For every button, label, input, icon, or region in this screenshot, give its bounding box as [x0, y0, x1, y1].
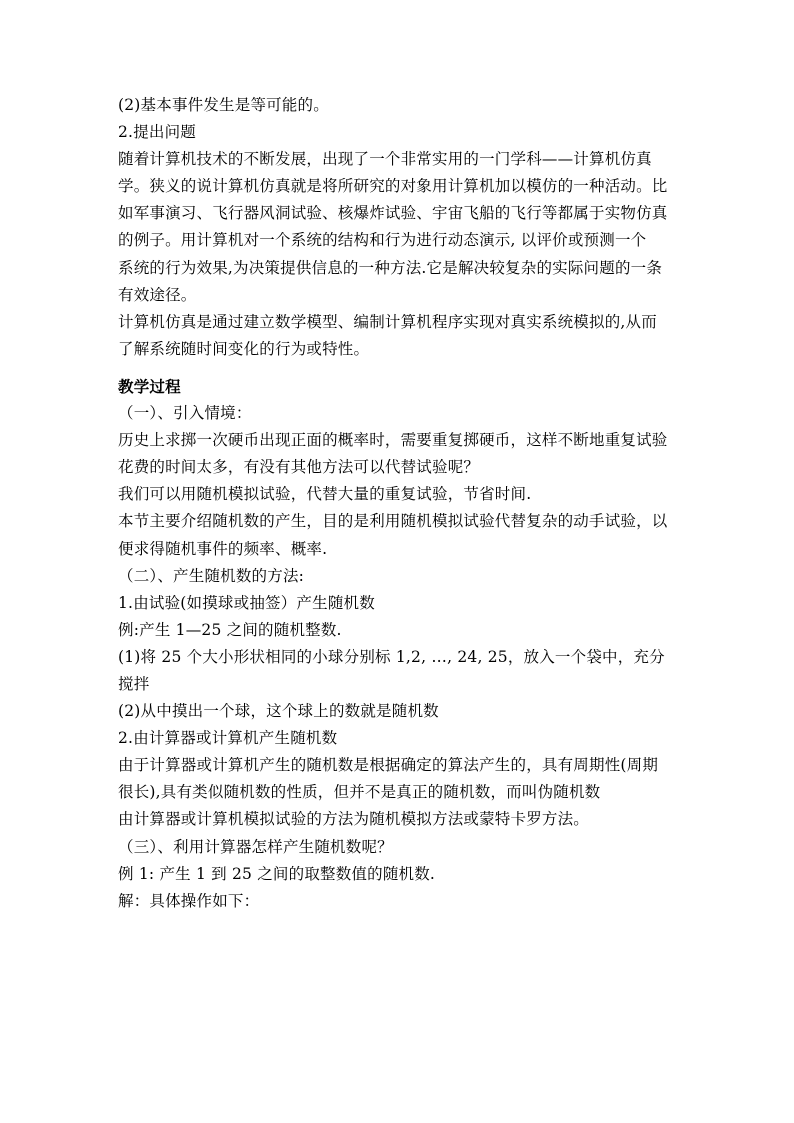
text-line: 系统的行为效果,为决策提供信息的一种方法.它是解决较复杂的实际问题的一条	[118, 258, 663, 277]
subsection-title: （二）、产生随机数的方法:	[118, 566, 305, 585]
text-line: 搅拌	[118, 674, 150, 693]
text-line: 本节主要介绍随机数的产生，目的是利用随机模拟试验代替复杂的动手试验，以	[118, 512, 668, 531]
text-line: 了解系统随时间变化的行为或特性。	[118, 339, 370, 358]
section-heading-teaching-process: 教学过程	[118, 376, 181, 396]
text-line: 历史上求掷一次硬币出现正面的概率时，需要重复掷硬币，这样不断地重复试验	[118, 431, 668, 450]
text-line: (1)将 25 个大小形状相同的小球分别标 1,2, …, 24, 25，放入一个袋中，充分	[118, 647, 665, 666]
text-line: 例:产生 1—25 之间的随机整数.	[118, 620, 342, 639]
text-line: 有效途径。	[118, 285, 197, 304]
text-line: (2)从中摸出一个球，这个球上的数就是随机数	[118, 702, 439, 721]
text-line: 由计算器或计算机模拟试验的方法为随机模拟方法或蒙特卡罗方法。	[118, 810, 590, 829]
section-title-raise-question: 2.提出问题	[118, 123, 196, 142]
subsection-title: （三）、利用计算器怎样产生随机数呢？	[118, 837, 393, 856]
text-line: 学。狭义的说计算机仿真就是将所研究的对象用计算机加以模仿的一种活动。比	[118, 177, 668, 196]
text-line: 例 1: 产生 1 到 25 之间的取整数值的随机数.	[118, 864, 436, 883]
text-line: 的例子。用计算机对一个系统的结构和行为进行动态演示, 以评价或预测一个	[118, 231, 647, 250]
text-line: 如军事演习、飞行器风洞试验、核爆炸试验、宇宙飞船的飞行等都属于实物仿真	[118, 204, 668, 223]
text-line: 我们可以用随机模拟试验，代替大量的重复试验，节省时间.	[118, 485, 532, 504]
text-line: 随着计算机技术的不断发展，出现了一个非常实用的一门学科——计算机仿真	[118, 150, 652, 169]
text-line: 1.由试验(如摸球或抽签）产生随机数	[118, 593, 375, 612]
text-line: 花费的时间太多，有没有其他方法可以代替试验呢？	[118, 458, 480, 477]
text-line: (2)基本事件发生是等可能的。	[118, 96, 329, 114]
document-body	[118, 92, 683, 915]
text-line: 由于计算器或计算机产生的随机数是根据确定的算法产生的，具有周期性(周期	[118, 756, 659, 775]
text-line: 便求得随机事件的频率、概率.	[118, 539, 328, 558]
text-line: 很长),具有类似随机数的性质，但并不是真正的随机数，而叫伪随机数	[118, 783, 601, 802]
text-line: 2.由计算器或计算机产生随机数	[118, 729, 338, 748]
text-line: 解：具体操作如下：	[118, 891, 260, 910]
subsection-title: （一）、引入情境：	[118, 404, 252, 423]
text-line: 计算机仿真是通过建立数学模型、编制计算机程序实现对真实系统模拟的,从而	[118, 312, 657, 331]
